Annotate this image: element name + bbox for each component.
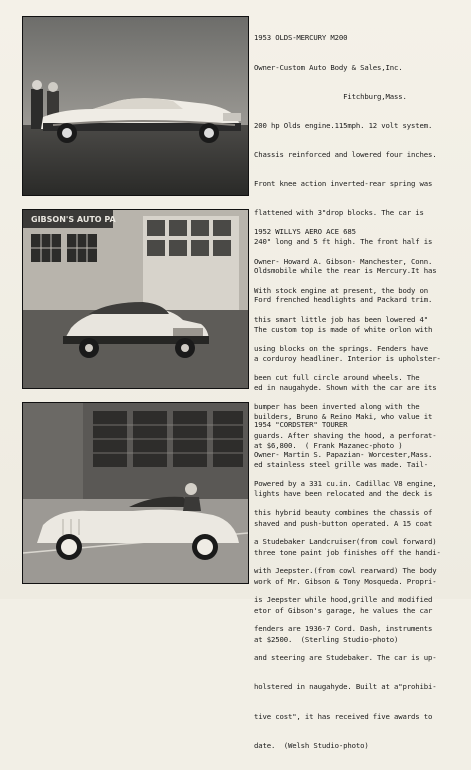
caption-line: Owner- Howard A. Gibson- Manchester, Conn. (254, 256, 433, 266)
caption-line: With stock engine at present, the body on (254, 285, 428, 295)
caption-line: ed in naugahyde. Shown with the car are its (254, 382, 437, 392)
caption-line: Ford frenched headlights and Packard trim. (254, 295, 433, 305)
photo-willys-aero-ace (22, 209, 249, 389)
caption-line: lights have been relocated and the deck is (254, 489, 433, 499)
caption-line: flattened with 3"drop blocks. The car is (254, 208, 424, 218)
caption-line: ed stainless steel grille was made. Tail- (254, 460, 428, 470)
photo-olds-mercury (22, 16, 249, 196)
entry-title: 1952 WILLYS AERO ACE 685 (254, 227, 356, 237)
caption-line: Fitchburg,Mass. (254, 91, 407, 101)
caption-line: date. (Welsh Studio-photo) (254, 740, 369, 750)
caption-line: etor of Gibson's garage, he values the car (254, 605, 433, 615)
caption-line: been cut full circle around wheels. The (254, 372, 420, 382)
caption-line: bumper has been inverted along with the (254, 402, 420, 412)
caption-line: guards. After shaving the hood, a perforat- (254, 431, 437, 441)
caption-line: 200 hp Olds engine.115mph. 12 volt system. (254, 120, 433, 130)
caption-line: a Studebaker Landcruiser(from cowl forward) (254, 536, 437, 546)
caption-line: and steering are Studebaker. The car is up- (254, 653, 437, 663)
caption-line: builders, Bruno & Reino Maki, who value it (254, 411, 433, 421)
caption-line: tive cost", it has received five awards to (254, 711, 433, 721)
caption-line: 240" long and 5 ft high. The front half is (254, 237, 433, 247)
caption-line: is Jeepster while hood,grille and modified (254, 595, 433, 605)
caption-line: at $2500. (Sterling Studio-photo) (254, 634, 399, 644)
caption-line: this hybrid beauty combines the chassis of (254, 507, 433, 517)
entry-title: 1953 OLDS-MERCURY M200 (254, 33, 348, 43)
caption-line: a corduroy headliner. Interior is upholster- (254, 353, 441, 363)
caption-line: using blocks on the springs. Fenders have (254, 343, 428, 353)
caption-line: Chassis reinforced and lowered four inches. (254, 149, 437, 159)
caption-line: work of Mr. Gibson & Tony Mosqueda. Propri- (254, 576, 437, 586)
caption-line: Powered by a 331 cu.in. Cadillac V8 engine, (254, 478, 437, 488)
svg-text:GIBSON'S AUTO PA: GIBSON'S AUTO PA (31, 215, 116, 224)
caption-line: holstered in naugahyde. Built at a"prohibi- (254, 682, 437, 692)
caption-line: shaved and push-button operated. A 15 coat (254, 518, 433, 528)
caption-line: at $6,800. ( Frank Mazanec-photo ) (254, 440, 403, 450)
caption-line: Owner-Custom Auto Body & Sales,Inc. (254, 62, 403, 72)
caption-line: three tone paint job finishes off the handi- (254, 547, 441, 557)
caption-line: this smart little job has been lowered 4" (254, 314, 428, 324)
caption-line: fenders are 1936-7 Cord. Dash, instruments (254, 624, 433, 634)
caption-line: Front knee action inverted-rear spring was (254, 178, 433, 188)
caption-line: The custom top is made of white orlon with (254, 324, 433, 334)
caption-line: with Jeepster.(from cowl rearward) The body (254, 565, 437, 575)
entry-title: 1954 "CORDSTER" TOURER (254, 420, 348, 430)
caption-line: Owner- Martin S. Papazian- Worcester,Mass. (254, 449, 433, 459)
caption-cordster-tourer (254, 401, 466, 770)
caption-line: Oldsmobile while the rear is Mercury.It has (254, 266, 437, 276)
photo-cordster-tourer (22, 402, 249, 584)
